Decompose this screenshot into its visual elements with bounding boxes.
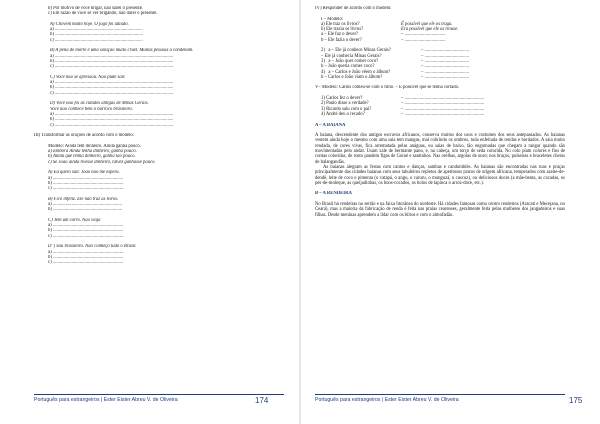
question-text: b – Carlos e João viam o álbum? bbox=[321, 74, 383, 80]
right-page-content bbox=[315, 6, 565, 218]
text-line: a) ..................................................................................................... bbox=[50, 111, 174, 117]
answer-blank: – ...................................... bbox=[421, 48, 470, 54]
question-text: 3) Ricardo saiu com o pai? bbox=[321, 106, 372, 112]
text-line: A) Eu quero sair. João não me espera. bbox=[48, 170, 120, 176]
text-line: III) Transformar as orações de acordo com o modelo: bbox=[34, 133, 134, 139]
answer-blank: – .................................................................... bbox=[401, 106, 485, 112]
answer-blank: – ...................................... bbox=[421, 69, 470, 75]
text-line: c) ..................................................................................................... bbox=[50, 64, 174, 70]
page-175 bbox=[301, 0, 600, 424]
question-text: 4) André deu o recado? bbox=[321, 111, 365, 117]
text-line: C) Você não se apressou. Não pude sair. bbox=[50, 74, 126, 80]
text-line: b) ........................................................................... bbox=[50, 32, 143, 38]
text-line: a) ........................................................... bbox=[48, 201, 122, 207]
text-line: b) Por motivo de você brigar, não darei o presente. bbox=[48, 6, 143, 11]
page-number: 175 bbox=[569, 396, 583, 405]
question-text: a – Ele faz o dever? bbox=[321, 32, 359, 38]
answer-blank: – ...................................... bbox=[421, 64, 470, 70]
section-a-paragraph: A baiana, descendente dos antigos escravos africanos, conserva muitos dos usos e costumes dos seus antepassados. As baianas vestem ainda hoje o mesmo com uma saia tem mangas, mal cobrindo os ombros, toda enfeitada de rendas e bordados. A saia muito rendada, de cores vivas, fica arrematada pelas anáguas, ou saias de baixo, tão engomadas que chegam a rangar quando são movimentadas pelo andar. Usam xale de bermante pano, e, na cabeça, um torço de seda colorida. No colo plam colores e fios de contas coloridas, de rosto pandem figas de Guiné e santinhos. Nas orelhas, argolas de ouro; nos braços, pulseiras e braceletes cheios de balangandãs. bbox=[315, 133, 565, 165]
left-page-content bbox=[34, 6, 282, 266]
question-text: – Ele já conhecia Minas Gerais? bbox=[321, 53, 382, 59]
text-line: b) ........................................................... bbox=[48, 207, 123, 213]
text-line: a) ..................................................................................................... bbox=[50, 53, 174, 59]
text-line: B) A pena de morte é uma solução muito cruel. Muitas pessoas a condenam. bbox=[50, 48, 194, 54]
section-b-paragraph: No Brasil há rendeiras no sertão e na faixa litorânea do nordeste. Há cidades famosas como centro rendeiros (Aracati e Mecejana, no Ceará), mas a maioria da fabricação de renda é feita nas praias cearenses, geralmente feita pelas mulheres dos jangadeiros e suas filhas. Desde meninas aprendem a lidar com os bilros e com o almofadão. bbox=[315, 201, 565, 218]
text-line: b) ............................................................ bbox=[48, 180, 124, 186]
text-line: c) ........................................................................... bbox=[50, 37, 143, 43]
answer-blank: – .................................................................... bbox=[401, 111, 485, 117]
text-line: a) ............................................................ bbox=[48, 223, 124, 229]
question-text: b – Ele fazia o dever? bbox=[321, 37, 362, 43]
answer-blank: – ...................................... bbox=[421, 58, 470, 64]
text-line: Você não conhece bem o barroco brasileiro. bbox=[50, 106, 133, 112]
question-text: a) Ele traz os livros? bbox=[321, 21, 360, 27]
answer-blank: – ................................... bbox=[401, 37, 446, 43]
footer-text: Português para estrangeiros | Ester Eister Abreu V. de Oliveira bbox=[34, 397, 178, 403]
footer-right bbox=[315, 394, 565, 403]
page-174 bbox=[0, 0, 299, 424]
answer-blank: – ...................................... bbox=[421, 74, 470, 80]
answer-blank: Era possível que ele os trouxe. bbox=[401, 27, 459, 33]
text-line: c) ..................................................................................................... bbox=[50, 90, 174, 96]
text-line: A) Chovem muito hoje. O jogo foi adiado. bbox=[50, 21, 129, 27]
section-b-title: B – A RENDEIRA bbox=[315, 191, 352, 197]
text-line: b) ..................................................................................................... bbox=[50, 58, 174, 64]
question-text: 2) a – Ele já conhece Minas Gerais? bbox=[321, 48, 391, 54]
text-line: b) ............................................................ bbox=[48, 228, 124, 234]
question-text: 3) a – João quer comer coco? bbox=[321, 58, 379, 64]
question-text: 1) Carlos fez o dever? bbox=[321, 96, 363, 102]
text-line: D) Você não foi às cidades antigas de Minas Gerais. bbox=[50, 101, 149, 107]
footer-rule bbox=[34, 394, 284, 395]
answer-blank: – ................................... bbox=[401, 32, 446, 38]
question-text: 4) a – Carlos e João vêem o álbum? bbox=[321, 69, 391, 75]
answer-blank: – .................................................................... bbox=[401, 101, 485, 107]
model-label: I – Modelo: bbox=[321, 16, 344, 22]
text-line: c) Se João ainda tivesse dinheiro, talvez ganhasse pouco. bbox=[48, 159, 156, 165]
text-line: C) Tem um carro. Não viaja bbox=[48, 217, 101, 223]
answer-blank: – .................................................................... bbox=[401, 96, 485, 102]
section-a-title: A – A BAIANA bbox=[315, 122, 346, 128]
section-a-paragraph-2: As baianas alegram as festas com cantos e danças, sambas e candomblés. As baianas são encontradas nas ruas e praças principalmente das cidades baianas com seus tabuleiros repletos de apetitosos pratos de origem africana, temperados com azeite-de-dendê, leite de coco e pimenta (o vatapá, o angu, o caruru, o munguzá, o cuscuz), ou deliciosos doces (a mãe-benta, as cocadas, os pés-de-moleque, as queijadinhas, os bons-cocados, os bolos de tapioca o arroz-doce, etc.). bbox=[315, 164, 565, 186]
page-number: 174 bbox=[255, 396, 269, 405]
text-line: a) ........................................................................... bbox=[50, 27, 143, 33]
question-text: 2) Paulo disse a verdade? bbox=[321, 101, 369, 107]
text-line: D' ) Sou brasileiro. Não conheço tudo o Brasil. bbox=[48, 244, 137, 250]
text-line: a) ............................................................ bbox=[48, 175, 124, 181]
question-text: b) Ele trazia os livros? bbox=[321, 27, 364, 33]
text-line: a) Embora Ainda tenha dinheiro, ganha pouco. bbox=[48, 149, 137, 155]
answer-blank: – ...................................... bbox=[421, 53, 470, 59]
model-v: V– Modelo: Carlos comeu-se com o filho. – É possível que se tenha cortado. bbox=[315, 85, 460, 91]
text-line: c) ............................................................ bbox=[48, 233, 124, 239]
text-line: b) ..................................................................................................... bbox=[50, 117, 174, 123]
question-text: b – João queria comer coco? bbox=[321, 64, 375, 70]
text-line: c) ............................................................ bbox=[48, 260, 124, 266]
text-line: b) ..................................................................................................... bbox=[50, 85, 174, 91]
footer-rule bbox=[315, 394, 565, 395]
text-line: Modelo: Ainda tem dinheiro. Ainda ganha pouco. bbox=[48, 143, 141, 149]
text-line: b) Ainda que tenha dinheiro, ganha tão pouco. bbox=[48, 154, 136, 160]
text-line: c) ..................................................................................................... bbox=[50, 122, 174, 128]
text-line: b) ............................................................ bbox=[48, 254, 124, 260]
text-line: B) Fico infeliz. Ele não traz as livros. bbox=[48, 196, 119, 202]
text-line: a) ..................................................................................................... bbox=[50, 80, 174, 86]
answer-blank: É possível que ele os traga. bbox=[401, 21, 453, 27]
text-line: c) Em razão de você se ver brigando, não darei o presente. bbox=[48, 11, 158, 17]
exercise-iv-heading: IV) Responder de acordo com o modelo: bbox=[315, 6, 392, 11]
text-line: c) ............................................................ bbox=[48, 186, 124, 192]
footer-text: Português para estrangeiros | Ester Eister Abreu V. de Oliveira bbox=[315, 397, 459, 403]
text-line: a) ............................................................ bbox=[48, 249, 124, 255]
footer-left bbox=[34, 394, 284, 403]
